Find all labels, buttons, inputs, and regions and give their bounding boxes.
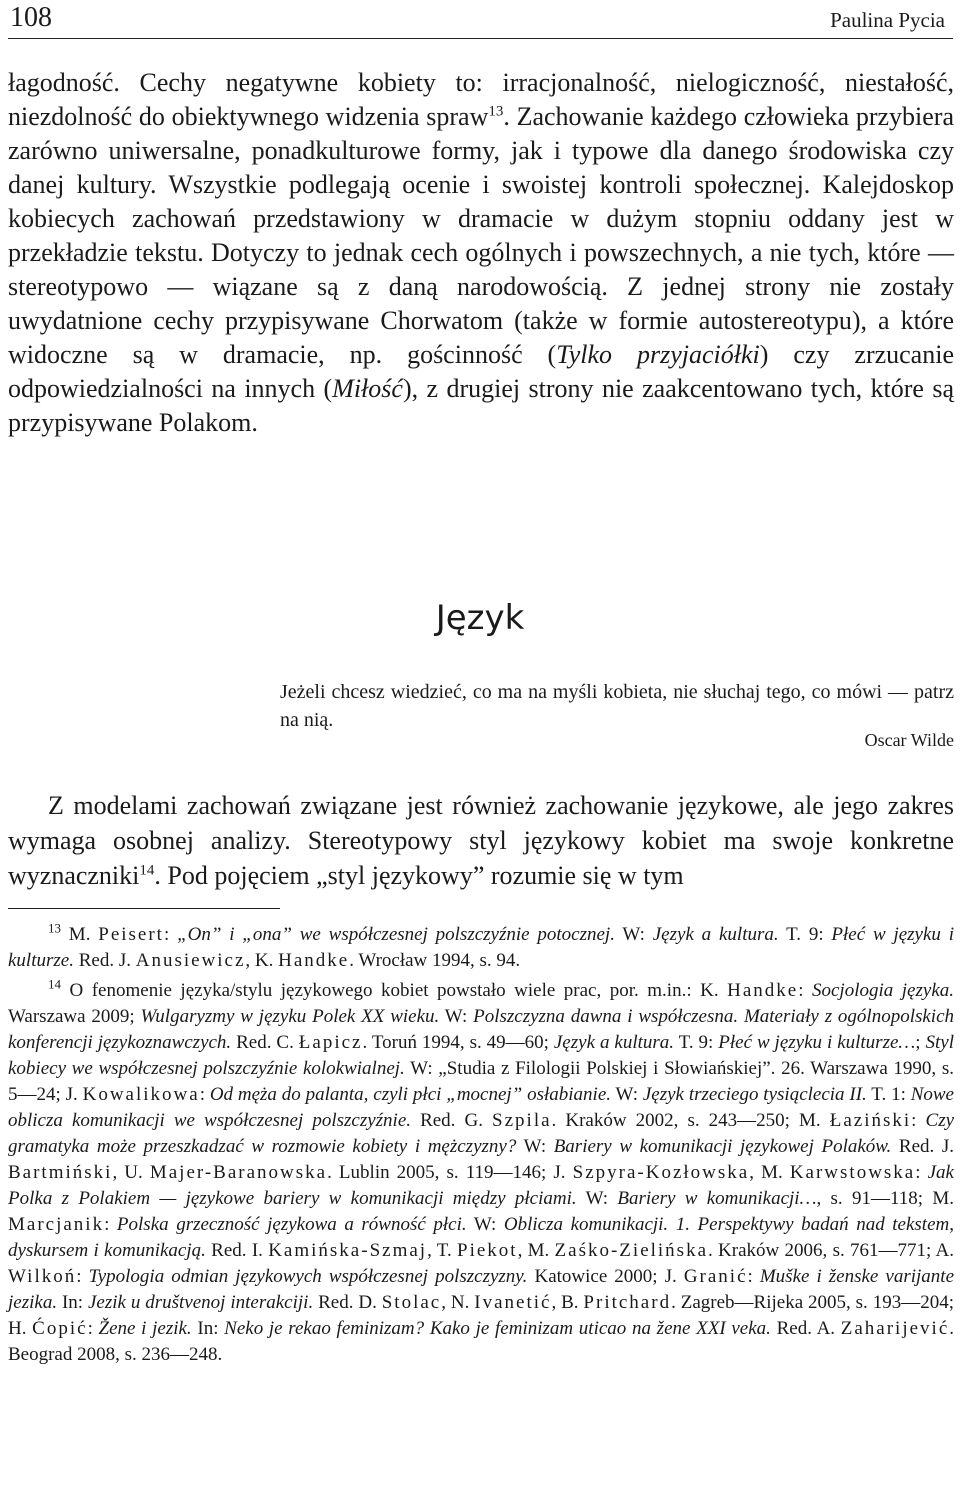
text-run: W: bbox=[439, 1006, 474, 1027]
work-title: Oblicza komunikacji. 1. Perspektywy badań nad tekstem, dyskursem i komunikacją. bbox=[8, 1214, 954, 1261]
footnote-13 bbox=[8, 922, 954, 974]
page-number: 108 bbox=[10, 2, 52, 33]
text-run: Red. J. bbox=[73, 950, 136, 971]
work-title: Nowe oblicza komunikacji we współczesnej polszczyźnie. bbox=[8, 1084, 954, 1131]
text-run: Red. I. bbox=[205, 1240, 269, 1261]
text-run: : bbox=[199, 1084, 210, 1105]
author-name: Piekot bbox=[457, 1240, 518, 1261]
footnote-ref-13[interactable]: 13 bbox=[488, 103, 504, 120]
text-run: . Toruń 1994, s. 49—60; bbox=[362, 1032, 554, 1053]
text-run: : bbox=[747, 1266, 760, 1287]
section-heading: Język bbox=[435, 598, 525, 639]
text-run: Red. J. bbox=[891, 1136, 954, 1157]
text-run: ) czy zrzucanie odpowiedzialności na innych ( bbox=[8, 340, 954, 403]
paragraph bbox=[8, 788, 954, 893]
body-paragraph-2 bbox=[8, 788, 954, 893]
author-name: Granić bbox=[683, 1266, 748, 1287]
author-name: Ivanetić bbox=[474, 1292, 552, 1313]
text-run: , T. bbox=[427, 1240, 457, 1261]
work-title: Neko je rekao feminizam? Kako je feminizam uticao na žene XXI veka. bbox=[224, 1318, 771, 1339]
text-run: , K. bbox=[245, 950, 279, 971]
work-title: Od męża do palanta, czyli płci „mocnej” osłabianie. bbox=[209, 1084, 612, 1105]
text-run: : bbox=[104, 1214, 117, 1235]
author-name: Kamińska-Szmaj bbox=[268, 1240, 428, 1261]
author-name: Bartmiński bbox=[8, 1162, 113, 1183]
running-head: Paulina Pycia bbox=[830, 8, 945, 32]
author-name: Szpyra-Kozłowska bbox=[572, 1162, 750, 1183]
author-name: Anusiewicz bbox=[135, 950, 246, 971]
author-name: Handke bbox=[727, 980, 799, 1001]
text-run: , M. bbox=[517, 1240, 555, 1261]
text-run: . Zachowanie każdego człowieka przybiera zarówno uniwersalne, ponadkulturowe formy, jak i typowe dla danego środowiska czy danej kultury. Wszystkie podlegają ocenie i swoistej kontroli społecznej. Kalejdoskop kobiecych zachowań przedstawiony w dramacie w dużym stopniu oddany jest w przekładzie tekstu. Dotyczy to jednak cech ogólnych i powszechnych, a nie tych, które — stereotypowo — wiązane są z daną narodowością. Z jednej strony nie zostały uwydatnione cechy przypisywane Chorwatom (także w formie autostereotypu), a które widoczne są w dramacie, np. gościnność ( bbox=[8, 102, 954, 369]
text-run: . Pod pojęciem „styl językowy” rozumie się w tym bbox=[154, 861, 684, 890]
text-run: W: „Studia z Filologii Polskiej i Słowiańskiej”. 26. Warszawa 1990, s. 5—24; J. bbox=[8, 1058, 954, 1105]
text-run: . Wrocław 1994, s. 94. bbox=[349, 950, 521, 971]
author-name: Majer-Baranowska bbox=[149, 1162, 328, 1183]
author-name: Handke bbox=[278, 950, 350, 971]
text-run: . Kraków 2006, s. 761—771; A. bbox=[708, 1240, 955, 1261]
work-title: Język a kultura. bbox=[553, 1032, 675, 1053]
text-run: Katowice 2000; J. bbox=[527, 1266, 684, 1287]
text-run: In: bbox=[57, 1292, 88, 1313]
text-run: W: bbox=[576, 1188, 618, 1209]
text-run: . Zagreb—Rijeka 2005, s. 193—204; H. bbox=[8, 1292, 954, 1339]
work-title: Polska grzeczność językowa a równość płci. bbox=[116, 1214, 467, 1235]
epigraph bbox=[280, 678, 954, 734]
text-run: Red. G. bbox=[411, 1110, 493, 1131]
text-run: . Lublin 2005, s. 119—146; J. bbox=[327, 1162, 573, 1183]
text-run: , N. bbox=[441, 1292, 475, 1313]
text-run: W: bbox=[611, 1084, 643, 1105]
author-name: Stolac bbox=[381, 1292, 442, 1313]
text-run: T. 9: bbox=[778, 924, 832, 945]
text-run: W: bbox=[614, 924, 653, 945]
work-title: Muške i ženske varijante jezika. bbox=[8, 1266, 955, 1313]
work-title: Socjologia języka. bbox=[812, 980, 954, 1001]
text-run: Red. A. bbox=[770, 1318, 841, 1339]
text-run: T. 9: bbox=[674, 1032, 719, 1053]
work-title: Bariery w komunikacji… bbox=[617, 1188, 817, 1209]
text-run: : bbox=[798, 980, 812, 1001]
footnote-separator bbox=[8, 908, 280, 909]
footnotes bbox=[8, 922, 954, 1368]
text-run: Red. D. bbox=[313, 1292, 382, 1313]
work-title: Typologia odmian językowych współczesnej polszczyzny. bbox=[88, 1266, 528, 1287]
body-paragraph-1 bbox=[8, 66, 954, 440]
footnote-14 bbox=[8, 978, 954, 1368]
text-run: : bbox=[87, 1318, 99, 1339]
epigraph-text: Jeżeli chcesz wiedzieć, co ma na myśli kobieta, nie słuchaj tego, co mówi — patrz na nią. bbox=[280, 681, 954, 731]
text-run: , M. bbox=[749, 1162, 790, 1183]
work-title: Polszczyzna dawna i współczesna. Materiały z ogólnopolskich konferencji językoznawczych. bbox=[8, 1006, 955, 1053]
author-name: Zaśko-Zielińska bbox=[554, 1240, 709, 1261]
author-name: Szpila bbox=[492, 1110, 552, 1131]
text-run: : bbox=[911, 1110, 926, 1131]
work-title: Język trzeciego tysiąclecia II. bbox=[642, 1084, 867, 1105]
work-title: Język a kultura. bbox=[652, 924, 779, 945]
text-run: , s. 91—118; M. bbox=[816, 1188, 955, 1209]
work-title: Styl kobiecy we współczesnej polszczyźnie kolokwialnej. bbox=[8, 1032, 955, 1079]
work-title: Tylko przyjaciółki bbox=[556, 340, 760, 369]
footnote-number: 13 bbox=[48, 920, 61, 936]
author-name: Pritchard bbox=[583, 1292, 672, 1313]
work-title: Płeć w języku i kulturze… bbox=[718, 1032, 916, 1053]
author-name: Kowalikowa bbox=[82, 1084, 200, 1105]
work-title: „On” i „ona” we współczesnej polszczyźnie potocznej. bbox=[177, 924, 615, 945]
text-run: O fenomenie języka/stylu językowego kobiet powstało wiele prac, por. m.in.: K. bbox=[61, 980, 728, 1001]
page-header bbox=[8, 0, 953, 39]
text-run: Z modelami zachowań związane jest również zachowanie językowe, ale jego zakres wymaga osobnej analizy. Stereotypowy styl językowy kobiet ma swoje konkretne wyznaczniki bbox=[8, 791, 954, 890]
text-run: . Kraków 2002, s. 243—250; M. bbox=[551, 1110, 830, 1131]
text-run: : bbox=[76, 1266, 89, 1287]
author-name: Wilkoń bbox=[8, 1266, 77, 1287]
text-run: : bbox=[163, 924, 178, 945]
text-run: Red. C. bbox=[231, 1032, 299, 1053]
work-title: Žene i jezik. bbox=[98, 1318, 192, 1339]
author-name: Marcjanik bbox=[8, 1214, 105, 1235]
work-title: Czy gramatyka może przeszkadzać w rozmowie kobiety i mężczyzny? bbox=[8, 1110, 955, 1157]
author-name: Ćopić bbox=[32, 1318, 88, 1339]
work-title: Jezik u društvenoj interakciji. bbox=[87, 1292, 314, 1313]
author-name: Łapicz bbox=[298, 1032, 363, 1053]
author-name: Karwstowska bbox=[789, 1162, 916, 1183]
text-run: , B. bbox=[551, 1292, 584, 1313]
author-name: Zaharijević bbox=[840, 1318, 950, 1339]
epigraph-author: Oscar Wilde bbox=[864, 730, 954, 750]
text-run: W: bbox=[466, 1214, 504, 1235]
work-title: Wulgaryzmy w języku Polek XX wieku. bbox=[140, 1006, 440, 1027]
text-run: T. 1: bbox=[866, 1084, 911, 1105]
footnote-ref-14[interactable]: 14 bbox=[139, 862, 155, 879]
paragraph bbox=[8, 66, 954, 440]
work-title: Jak Polka z Polakiem — językowe bariery w komunikacji między płciami. bbox=[8, 1162, 954, 1209]
text-run: . Beograd 2008, s. 236—248. bbox=[8, 1318, 955, 1365]
author-name: Łaziński bbox=[829, 1110, 912, 1131]
work-title: Miłość bbox=[332, 374, 403, 403]
text-run: Warszawa 2009; bbox=[8, 1006, 141, 1027]
work-title: Bariery w komunikacji językowej Polaków. bbox=[553, 1136, 892, 1157]
work-title: Płeć w języku i kulturze. bbox=[8, 924, 955, 971]
text-run: ), z drugiej strony nie zaakcentowano tych, które są przypisywane Polakom. bbox=[8, 374, 954, 437]
footnote-number: 14 bbox=[48, 976, 61, 992]
text-run: : bbox=[915, 1162, 928, 1183]
text-run: łagodność. Cechy negatywne kobiety to: irracjonalność, nielogiczność, niestałość, niezdolność do obiektywnego widzenia spraw bbox=[8, 68, 954, 131]
text-run: , U. bbox=[112, 1162, 150, 1183]
text-run: M. bbox=[61, 924, 99, 945]
author-name: Peisert bbox=[98, 924, 164, 945]
text-run: In: bbox=[191, 1318, 225, 1339]
text-run: W: bbox=[516, 1136, 554, 1157]
text-run: ; bbox=[915, 1032, 926, 1053]
